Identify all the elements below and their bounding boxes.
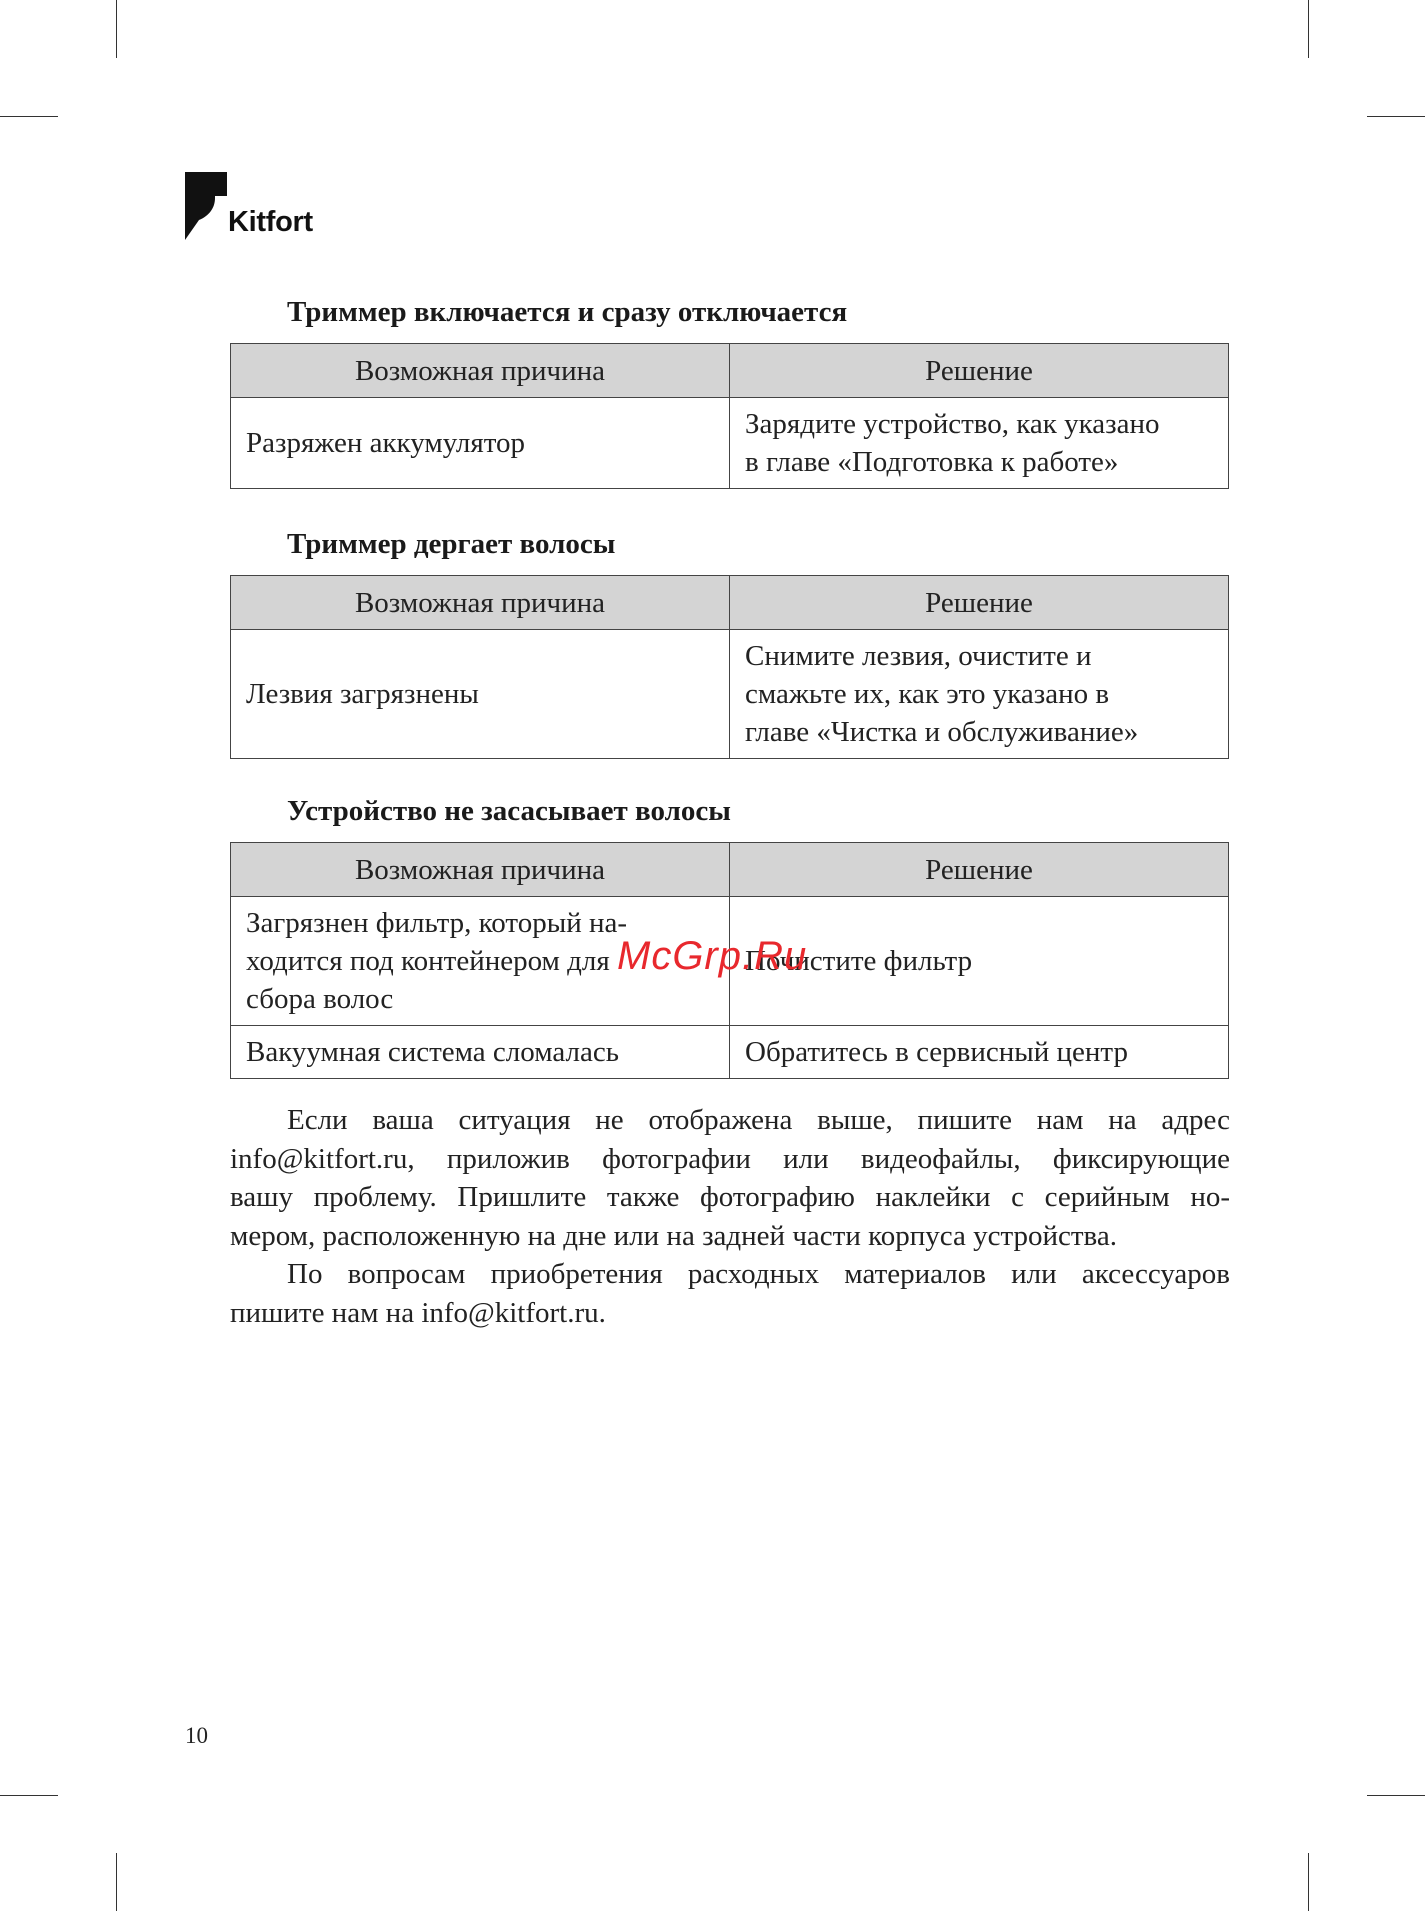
column-header-cause: Возможная причина	[231, 576, 730, 630]
brand-name: Kitfort	[228, 206, 313, 238]
crop-mark	[116, 1853, 117, 1911]
cell-line: Обратитесь в сервисный центр	[745, 1036, 1128, 1068]
cause-cell	[231, 630, 730, 759]
cell-line: Зарядите устройство, как указано	[745, 408, 1160, 440]
kitfort-logo	[185, 172, 345, 242]
troubleshoot-table-pulls-hair	[230, 575, 1229, 759]
cell-line: ходится под контейнером для	[246, 945, 610, 977]
paragraph-line: info@kitfort.ru, приложив фотографии или видеофайлы, фиксирующие	[230, 1142, 1230, 1175]
column-header-solution: Решение	[730, 344, 1229, 398]
cause-cell	[231, 1026, 730, 1079]
paragraph-line: По вопросам приобретения расходных материалов или аксессуаров	[287, 1258, 1230, 1290]
cell-line: смажьте их, как это указано в	[745, 678, 1110, 710]
watermark: McGrp.Ru	[617, 934, 808, 978]
crop-mark	[0, 116, 58, 117]
accessories-paragraph	[230, 1255, 1230, 1332]
cell-line: Лезвия загрязнены	[246, 678, 479, 710]
column-header-solution: Решение	[730, 576, 1229, 630]
table-header-row	[231, 344, 1229, 398]
cause-cell	[231, 398, 730, 489]
cell-line: Загрязнен фильтр, который на-	[246, 907, 628, 939]
paragraph-line: Если ваша ситуация не отображена выше, пишите нам на адрес	[287, 1104, 1230, 1136]
crop-mark	[1367, 1795, 1425, 1796]
table-row	[231, 1026, 1229, 1079]
paragraph-line: мером, расположенную на дне или на задней части корпуса устройства.	[230, 1219, 1117, 1252]
cell-line: Снимите лезвия, очистите и	[745, 640, 1092, 672]
crop-mark	[1308, 1853, 1309, 1911]
cell-line: в главе «Подготовка к работе»	[745, 446, 1119, 478]
kitfort-logo-mark-icon	[185, 172, 227, 242]
column-header-solution: Решение	[730, 843, 1229, 897]
column-header-cause: Возможная причина	[231, 344, 730, 398]
crop-mark	[1308, 0, 1309, 58]
paragraph-line: вашу проблему. Пришлите также фотографию наклейки с серийным но-	[230, 1181, 1230, 1213]
contact-paragraph	[230, 1101, 1230, 1255]
table-header-row	[231, 576, 1229, 630]
paragraph-line: пишите нам на info@kitfort.ru.	[230, 1296, 606, 1329]
table-row	[231, 398, 1229, 489]
cell-line: сбора волос	[246, 983, 394, 1015]
table-row	[231, 630, 1229, 759]
table-header-row	[231, 843, 1229, 897]
section-title-turns-off: Триммер включается и сразу отключается	[287, 296, 848, 328]
crop-mark	[1367, 116, 1425, 117]
solution-cell	[730, 1026, 1229, 1079]
solution-cell	[730, 398, 1229, 489]
troubleshoot-table-turns-off	[230, 343, 1229, 489]
page-number: 10	[185, 1723, 208, 1748]
column-header-cause: Возможная причина	[231, 843, 730, 897]
section-title-no-suction: Устройство не засасывает волосы	[287, 795, 731, 827]
cell-line: Почистите фильтр	[745, 945, 973, 977]
section-title-pulls-hair: Триммер дергает волосы	[287, 528, 616, 560]
solution-cell	[730, 630, 1229, 759]
crop-mark	[0, 1795, 58, 1796]
cell-line: Вакуумная система сломалась	[246, 1036, 619, 1068]
cell-line: Разряжен аккумулятор	[246, 427, 526, 459]
crop-mark	[116, 0, 117, 58]
cell-line: главе «Чистка и обслуживание»	[745, 716, 1139, 748]
